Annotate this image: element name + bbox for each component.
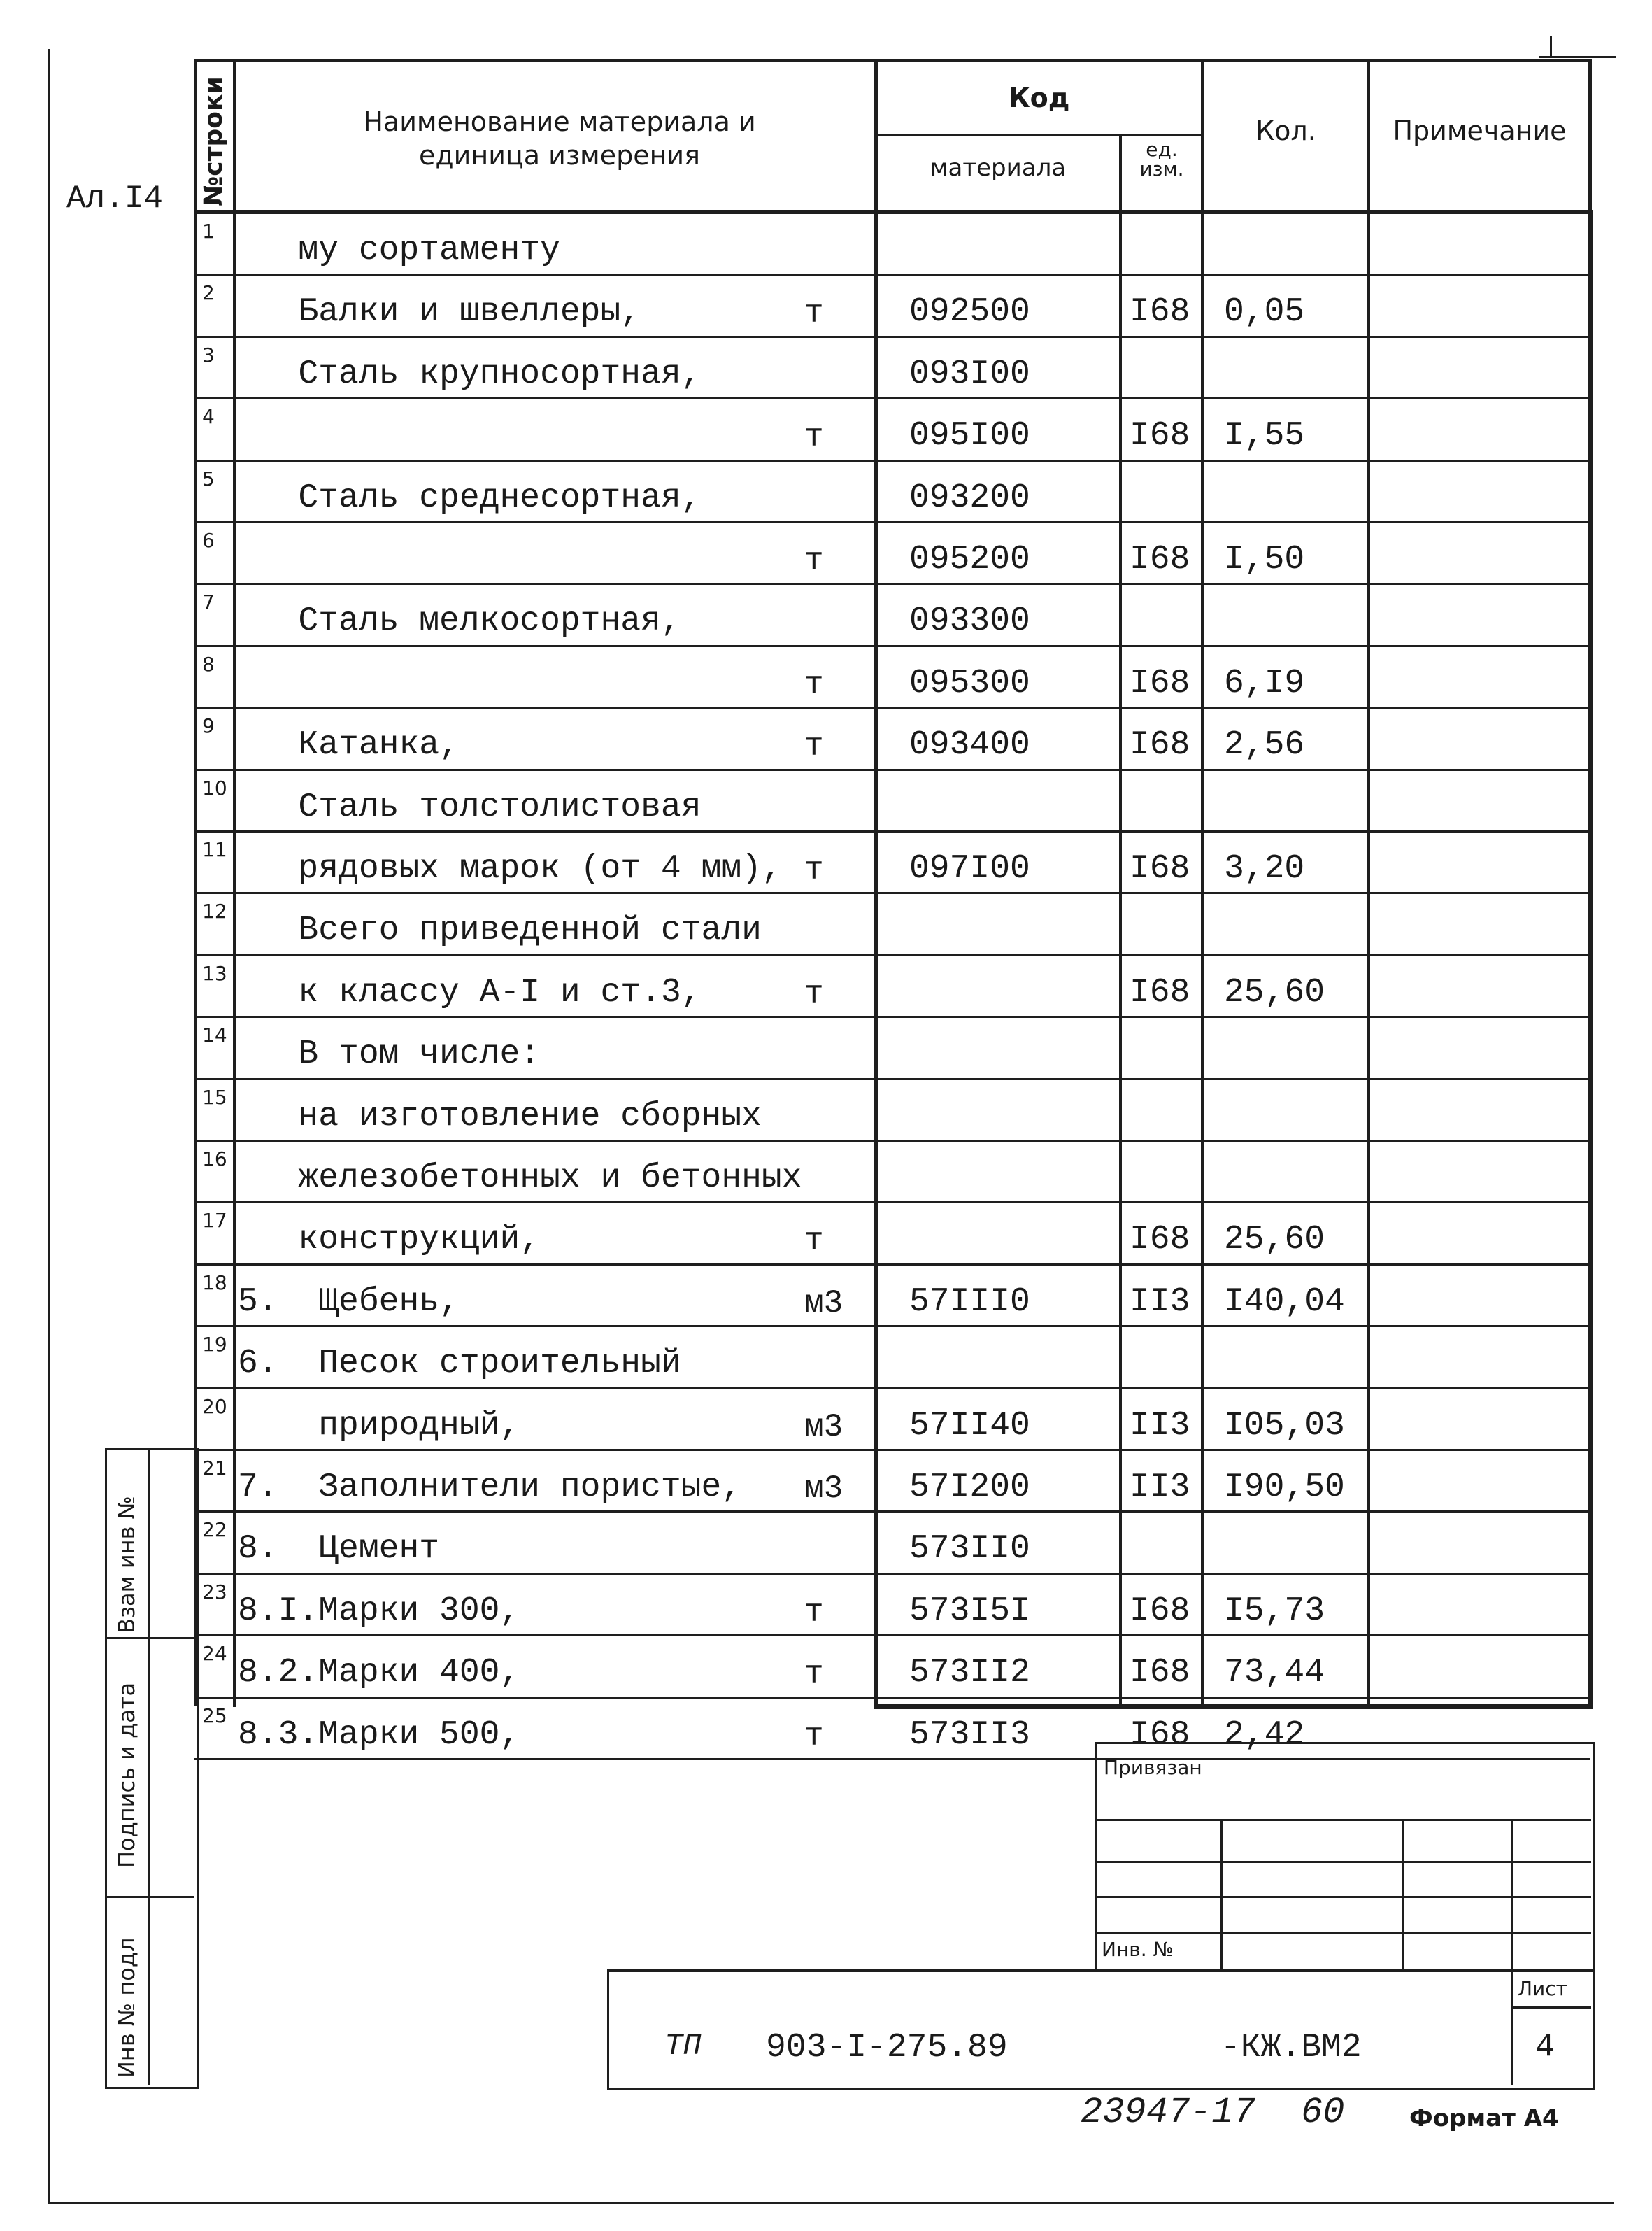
row-unit: м3 — [804, 1408, 843, 1445]
side-stamp-inv-podl: Инв № подл — [113, 1937, 140, 2078]
row-text: В том числе: — [238, 1035, 541, 1074]
row-uc: II3 — [1130, 1406, 1190, 1445]
header-qty: Кол. — [1255, 115, 1316, 146]
row-unit: т — [804, 543, 824, 579]
row-qty: 25,60 — [1224, 973, 1325, 1012]
header-code: Код — [1008, 83, 1070, 113]
row-code: 57II40 — [909, 1406, 1030, 1445]
row-qty: I,55 — [1224, 417, 1305, 455]
row-n: 22 — [202, 1518, 227, 1542]
row-unit: т — [804, 295, 824, 332]
row-qty: I5,73 — [1224, 1592, 1325, 1630]
row-qty: 2,42 — [1224, 1715, 1305, 1754]
row-unit: т — [804, 1594, 824, 1631]
row-unit: т — [804, 975, 824, 1012]
row-n: 25 — [202, 1704, 227, 1727]
row-n: 15 — [202, 1085, 227, 1109]
row-text: Катанка, — [238, 726, 460, 765]
row-n: 6 — [202, 529, 215, 552]
row-code: 093400 — [909, 726, 1030, 765]
row-n: 21 — [202, 1457, 227, 1480]
row-text: Балки и швеллеры, — [238, 293, 641, 332]
privyazan-hline-1 — [1095, 1819, 1591, 1821]
row-code: 095200 — [909, 541, 1030, 579]
privyazan-hline-4 — [1095, 1932, 1591, 1934]
row-n: 17 — [202, 1209, 227, 1233]
row-text: 7. Заполнители пористые, — [238, 1468, 742, 1506]
header-code-unit: ед. изм. — [1139, 138, 1184, 180]
row-text: Сталь мелкосортная, — [238, 602, 681, 641]
row-unit: т — [804, 1656, 824, 1693]
frame-left — [48, 49, 50, 2204]
row-qty: I,50 — [1224, 541, 1305, 579]
privyazan-hline-3 — [1095, 1896, 1591, 1898]
frame-top-mark — [1550, 36, 1552, 56]
row-code: 095300 — [909, 664, 1030, 702]
row-uc: I68 — [1130, 1592, 1190, 1630]
row-uc: I68 — [1130, 726, 1190, 765]
row-uc: I68 — [1130, 293, 1190, 332]
row-uc: II3 — [1130, 1282, 1190, 1321]
title-block — [607, 1969, 1595, 2090]
row-code: 573II2 — [909, 1654, 1030, 1692]
row-text: 8.2.Марки 400, — [238, 1654, 520, 1692]
row-n: 11 — [202, 838, 227, 861]
frame-bottom — [48, 2202, 1614, 2204]
privyazan-vline-2 — [1402, 1819, 1404, 1969]
row-text: 5. Щебень, — [238, 1282, 460, 1321]
row-code: 093200 — [909, 479, 1030, 517]
row-qty: 25,60 — [1224, 1221, 1325, 1259]
row-code: 095I00 — [909, 417, 1030, 455]
row-n: 9 — [202, 714, 215, 738]
header-name: Наименование материала и единица измерения — [363, 106, 756, 171]
row-uc: I68 — [1130, 850, 1190, 888]
side-stamp-hline-1 — [105, 1637, 194, 1639]
archive-number: 23947-17 — [1081, 2092, 1255, 2133]
doc-number: 903-I-275.89 — [766, 2029, 1008, 2067]
row-text: 6. Песок строительный — [238, 1345, 681, 1383]
row-text: к классу А-I и ст.3, — [238, 973, 702, 1012]
row-qty: 2,56 — [1224, 726, 1305, 765]
row-n: 20 — [202, 1394, 227, 1418]
row-uc: I68 — [1130, 664, 1190, 702]
row-n: 2 — [202, 281, 215, 305]
row-code: 573II0 — [909, 1530, 1030, 1568]
row-n: 4 — [202, 405, 215, 429]
row-n: 5 — [202, 467, 215, 490]
row-qty: I90,50 — [1224, 1468, 1345, 1506]
row-uc: I68 — [1130, 1715, 1190, 1754]
list-label: Лист — [1518, 1977, 1567, 2000]
list-hline — [1511, 2006, 1591, 2009]
row-text: 8. Цемент — [238, 1530, 440, 1568]
side-stamp-podpis: Подпись и дата — [113, 1682, 140, 1868]
row-n: 13 — [202, 961, 227, 985]
row-uc: I68 — [1130, 541, 1190, 579]
row-text: рядовых марок (от 4 мм), — [238, 850, 782, 888]
row-n: 16 — [202, 1147, 227, 1170]
row-n: 3 — [202, 343, 215, 367]
row-text: 8.3.Марки 500, — [238, 1715, 520, 1754]
row-unit: м3 — [804, 1284, 843, 1322]
total-sheets: 60 — [1301, 2092, 1345, 2133]
row-text: Всего приведенной стали — [238, 912, 762, 950]
row-n: 14 — [202, 1024, 227, 1047]
header-row-no: №строки — [199, 76, 228, 206]
row-uc: I68 — [1130, 973, 1190, 1012]
row-n: 12 — [202, 900, 227, 923]
row-n: 8 — [202, 652, 215, 676]
row-unit: т — [804, 419, 824, 456]
row-unit: т — [804, 728, 824, 765]
side-stamp-vline — [148, 1448, 150, 2085]
row-code: 093300 — [909, 602, 1030, 641]
row-code: 57III0 — [909, 1282, 1030, 1321]
row-qty: 3,20 — [1224, 850, 1305, 888]
row-n: 24 — [202, 1642, 227, 1666]
row-qty: I40,04 — [1224, 1282, 1345, 1321]
tp-label: ТП — [664, 2029, 702, 2064]
hdr-hline-code — [876, 134, 1202, 136]
row-text: конструкций, — [238, 1221, 541, 1259]
row-n: 1 — [202, 220, 215, 243]
row-uc: I68 — [1130, 1221, 1190, 1259]
row-unit: м3 — [804, 1471, 843, 1507]
row-n: 10 — [202, 776, 227, 800]
row-uc: II3 — [1130, 1468, 1190, 1506]
row-qty: 73,44 — [1224, 1654, 1325, 1692]
privyazan-label: Привязан — [1104, 1756, 1202, 1779]
side-stamp-vzam: Взам инв № — [113, 1496, 140, 1634]
row-n: 7 — [202, 590, 215, 614]
sheet-number: 4 — [1535, 2029, 1555, 2065]
header-code-material: материала — [930, 154, 1067, 182]
format-label: Формат А4 — [1409, 2104, 1559, 2132]
row-qty: 6,I9 — [1224, 664, 1305, 702]
row-code: 57I200 — [909, 1468, 1030, 1506]
row-text: Сталь среднесортная, — [238, 479, 702, 517]
row-text: Сталь толстолистовая — [238, 788, 702, 826]
code-block-border — [874, 210, 1593, 1709]
row-qty: 0,05 — [1224, 293, 1305, 332]
inv-no-label: Инв. № — [1102, 1938, 1174, 1961]
row-code: 093I00 — [909, 355, 1030, 393]
row-text: на изготовление сборных — [238, 1097, 762, 1135]
row-n: 19 — [202, 1333, 227, 1357]
row-uc: I68 — [1130, 417, 1190, 455]
row-uc: I68 — [1130, 1654, 1190, 1692]
privyazan-vline-1 — [1220, 1819, 1223, 1969]
row-text: железобетонных и бетонных — [238, 1159, 802, 1197]
row-qty: I05,03 — [1224, 1406, 1345, 1445]
header-note: Примечание — [1393, 115, 1567, 146]
side-stamp-hline-2 — [105, 1896, 194, 1898]
row-text: Сталь крупносортная, — [238, 355, 702, 393]
row-text: 8.I.Марки 300, — [238, 1592, 520, 1630]
row-unit: т — [804, 1717, 824, 1755]
row-code: 092500 — [909, 293, 1030, 332]
row-code: 573II3 — [909, 1715, 1030, 1754]
row-unit: т — [804, 852, 824, 888]
row-unit: т — [804, 1223, 824, 1260]
frame-top-tick — [1539, 56, 1616, 58]
doc-code: -КЖ.ВМ2 — [1220, 2029, 1362, 2067]
row-unit: т — [804, 666, 824, 703]
privyazan-hline-2 — [1095, 1861, 1591, 1863]
row-text: природный, — [238, 1406, 520, 1445]
row-code: 573I5I — [909, 1592, 1030, 1630]
row-code: 097I00 — [909, 850, 1030, 888]
margin-label: Ал.I4 — [66, 180, 164, 217]
row-n: 18 — [202, 1270, 227, 1294]
row-text: му сортаменту — [238, 232, 560, 269]
row-n: 23 — [202, 1580, 227, 1603]
